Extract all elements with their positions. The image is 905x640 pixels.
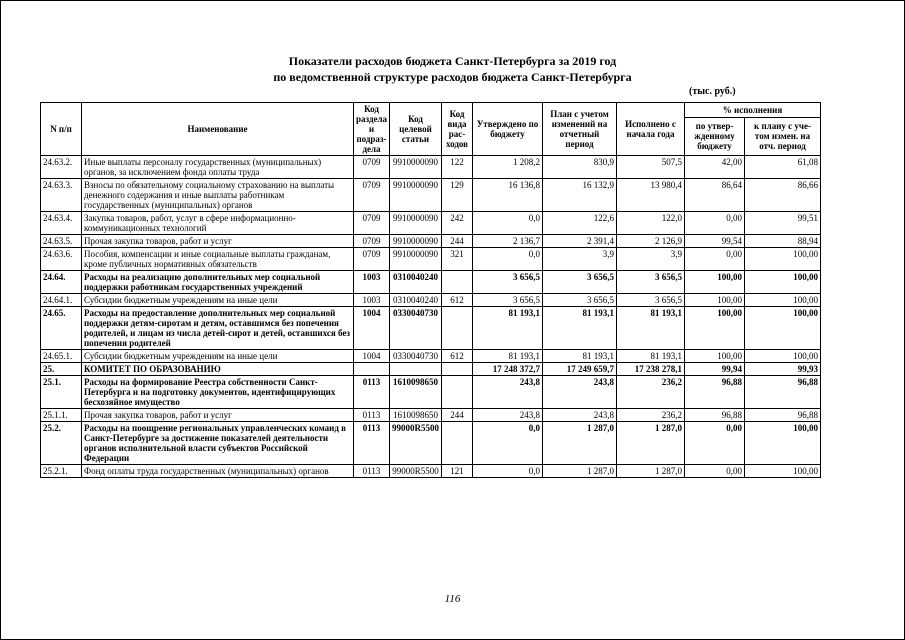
cell-utv: 0,0 <box>473 422 543 465</box>
cell-name: Расходы на поощрение региональных управленческих команд в Санкт-Петербурге за достижение показателей деятельности органов исполнительной власти субъектов Российской Федерации <box>82 422 354 465</box>
cell-vid: 122 <box>442 156 473 179</box>
cell-cel: 1610098650 <box>390 409 442 422</box>
header-name: Наименование <box>82 103 354 156</box>
cell-num: 24.64.1. <box>41 294 82 307</box>
cell-num: 24.63.4. <box>41 212 82 235</box>
cell-plan: 16 132,9 <box>543 179 617 212</box>
cell-utv: 81 193,1 <box>473 350 543 363</box>
cell-plan: 17 249 659,7 <box>543 363 617 376</box>
cell-pct-plan: 99,93 <box>745 363 821 376</box>
cell-pct-plan: 100,00 <box>745 465 821 478</box>
cell-pct-utv: 0,00 <box>685 465 745 478</box>
cell-isp: 81 193,1 <box>617 307 685 350</box>
cell-num: 24.65.1. <box>41 350 82 363</box>
cell-razdel: 1003 <box>354 271 390 294</box>
cell-cel: 99000R5500 <box>390 422 442 465</box>
cell-num: 25.2. <box>41 422 82 465</box>
cell-pct-utv: 100,00 <box>685 271 745 294</box>
header-vid: Код вида рас-ходов <box>442 103 473 156</box>
cell-utv: 243,8 <box>473 376 543 409</box>
cell-vid <box>442 363 473 376</box>
cell-pct-plan: 99,51 <box>745 212 821 235</box>
cell-isp: 507,5 <box>617 156 685 179</box>
cell-pct-plan: 96,88 <box>745 409 821 422</box>
cell-vid: 612 <box>442 350 473 363</box>
header-pct-plan: к плану с уче-том измен. на отч. период <box>745 117 821 155</box>
cell-pct-utv: 100,00 <box>685 294 745 307</box>
cell-name: Прочая закупка товаров, работ и услуг <box>82 409 354 422</box>
cell-num: 24.63.6. <box>41 248 82 271</box>
cell-razdel: 0113 <box>354 422 390 465</box>
cell-num: 25.1. <box>41 376 82 409</box>
cell-isp: 1 287,0 <box>617 422 685 465</box>
cell-name: Расходы на формирование Реестра собственности Санкт-Петербурга и на подготовку документов, идентифицирующих бесхозяйное имущество <box>82 376 354 409</box>
cell-name: Пособия, компенсации и иные социальные выплаты гражданам, кроме публичных нормативных обязательств <box>82 248 354 271</box>
cell-isp: 3 656,5 <box>617 271 685 294</box>
cell-isp: 3 656,5 <box>617 294 685 307</box>
cell-num: 24.63.3. <box>41 179 82 212</box>
cell-cel: 99000R5500 <box>390 465 442 478</box>
table-row <box>41 271 821 294</box>
cell-pct-plan: 100,00 <box>745 271 821 294</box>
cell-plan: 1 287,0 <box>543 422 617 465</box>
cell-pct-plan: 96,88 <box>745 376 821 409</box>
cell-razdel: 1003 <box>354 294 390 307</box>
cell-name: Фонд оплаты труда государственных (муниципальных) органов <box>82 465 354 478</box>
cell-cel <box>390 363 442 376</box>
cell-isp: 236,2 <box>617 409 685 422</box>
cell-utv: 2 136,7 <box>473 235 543 248</box>
cell-vid: 244 <box>442 409 473 422</box>
cell-name: Взносы по обязательному социальному страхованию на выплаты денежного содержания и иные выплаты работникам государственных (муниципальных) органов <box>82 179 354 212</box>
cell-pct-utv: 0,00 <box>685 248 745 271</box>
header-pct-utv: по утвер-жденному бюджету <box>685 117 745 155</box>
cell-vid <box>442 307 473 350</box>
header-utv: Утверждено по бюджету <box>473 103 543 156</box>
cell-cel: 1610098650 <box>390 376 442 409</box>
cell-plan: 243,8 <box>543 376 617 409</box>
cell-name: Закупка товаров, работ, услуг в сфере информационно-коммуникационных технологий <box>82 212 354 235</box>
cell-razdel: 0709 <box>354 156 390 179</box>
document-title-line-1: Показатели расходов бюджета Санкт-Петербурга за 2019 год <box>288 54 617 68</box>
units-label: (тыс. руб.) <box>689 86 736 97</box>
cell-utv: 3 656,5 <box>473 294 543 307</box>
cell-cel: 0310040240 <box>390 294 442 307</box>
cell-utv: 17 248 372,7 <box>473 363 543 376</box>
cell-plan: 3 656,5 <box>543 294 617 307</box>
cell-cel: 0330040730 <box>390 307 442 350</box>
table-row <box>41 363 821 376</box>
cell-vid: 612 <box>442 294 473 307</box>
cell-razdel: 0113 <box>354 409 390 422</box>
cell-num: 24.63.5. <box>41 235 82 248</box>
cell-utv: 0,0 <box>473 212 543 235</box>
header-pct-group: % исполнения <box>685 103 821 118</box>
table-row <box>41 235 821 248</box>
cell-vid: 129 <box>442 179 473 212</box>
cell-utv: 16 136,8 <box>473 179 543 212</box>
cell-isp: 13 980,4 <box>617 179 685 212</box>
cell-pct-utv: 86,64 <box>685 179 745 212</box>
cell-name: Прочая закупка товаров, работ и услуг <box>82 235 354 248</box>
table-header-row <box>41 103 821 118</box>
cell-pct-plan: 100,00 <box>745 350 821 363</box>
cell-pct-utv: 42,00 <box>685 156 745 179</box>
cell-isp: 17 238 278,1 <box>617 363 685 376</box>
cell-pct-utv: 0,00 <box>685 422 745 465</box>
cell-isp: 3,9 <box>617 248 685 271</box>
cell-name: Субсидии бюджетным учреждениям на иные цели <box>82 350 354 363</box>
cell-isp: 236,2 <box>617 376 685 409</box>
cell-utv: 243,8 <box>473 409 543 422</box>
cell-plan: 3,9 <box>543 248 617 271</box>
budget-table <box>40 102 821 478</box>
cell-utv: 3 656,5 <box>473 271 543 294</box>
cell-cel: 9910000090 <box>390 179 442 212</box>
header-razdel: Код раздела и подраз-дела <box>354 103 390 156</box>
cell-cel: 0330040730 <box>390 350 442 363</box>
table-row <box>41 422 821 465</box>
cell-num: 25.2.1. <box>41 465 82 478</box>
cell-pct-plan: 61,08 <box>745 156 821 179</box>
cell-pct-utv: 96,88 <box>685 376 745 409</box>
cell-plan: 243,8 <box>543 409 617 422</box>
cell-plan: 122,6 <box>543 212 617 235</box>
cell-plan: 1 287,0 <box>543 465 617 478</box>
cell-cel: 0310040240 <box>390 271 442 294</box>
cell-plan: 830,9 <box>543 156 617 179</box>
cell-name: Иные выплаты персоналу государственных (муниципальных) органов, за исключением фонда оплаты труда <box>82 156 354 179</box>
cell-pct-plan: 88,94 <box>745 235 821 248</box>
cell-name: Расходы на реализацию дополнительных мер социальной поддержки работникам государственных учреждений <box>82 271 354 294</box>
table-row <box>41 212 821 235</box>
cell-razdel: 0113 <box>354 465 390 478</box>
cell-vid: 244 <box>442 235 473 248</box>
cell-pct-plan: 86,66 <box>745 179 821 212</box>
table-row <box>41 156 821 179</box>
cell-utv: 81 193,1 <box>473 307 543 350</box>
cell-plan: 3 656,5 <box>543 271 617 294</box>
cell-razdel <box>354 363 390 376</box>
cell-plan: 2 391,4 <box>543 235 617 248</box>
cell-num: 24.64. <box>41 271 82 294</box>
table-row <box>41 409 821 422</box>
cell-pct-plan: 100,00 <box>745 307 821 350</box>
cell-vid <box>442 422 473 465</box>
cell-num: 24.63.2. <box>41 156 82 179</box>
table-row <box>41 179 821 212</box>
cell-vid: 321 <box>442 248 473 271</box>
table-row <box>41 376 821 409</box>
header-cel: Код целевой статьи <box>390 103 442 156</box>
table-row <box>41 307 821 350</box>
table-row <box>41 465 821 478</box>
cell-num: 24.65. <box>41 307 82 350</box>
table-row <box>41 294 821 307</box>
cell-cel: 9910000090 <box>390 156 442 179</box>
cell-num: 25. <box>41 363 82 376</box>
cell-name: Расходы на предоставление дополнительных мер социальной поддержки детям-сиротам и детям, оставшимся без попечения родителей, и лицам из числа детей-сирот и детей, оставшихся без попечения родителей <box>82 307 354 350</box>
cell-utv: 0,0 <box>473 248 543 271</box>
page-number: 116 <box>444 593 461 605</box>
cell-isp: 2 126,9 <box>617 235 685 248</box>
cell-pct-utv: 100,00 <box>685 307 745 350</box>
cell-razdel: 0709 <box>354 235 390 248</box>
cell-isp: 122,0 <box>617 212 685 235</box>
cell-vid: 121 <box>442 465 473 478</box>
cell-pct-utv: 99,54 <box>685 235 745 248</box>
cell-vid <box>442 376 473 409</box>
cell-utv: 0,0 <box>473 465 543 478</box>
cell-num: 25.1.1. <box>41 409 82 422</box>
cell-plan: 81 193,1 <box>543 307 617 350</box>
cell-pct-plan: 100,00 <box>745 422 821 465</box>
document-title-line-2: по ведомственной структуре расходов бюджета Санкт-Петербурга <box>273 70 632 84</box>
cell-pct-plan: 100,00 <box>745 294 821 307</box>
cell-pct-utv: 100,00 <box>685 350 745 363</box>
cell-vid: 242 <box>442 212 473 235</box>
cell-pct-utv: 99,94 <box>685 363 745 376</box>
table-row <box>41 350 821 363</box>
cell-razdel: 0709 <box>354 212 390 235</box>
header-num: N п/п <box>41 103 82 156</box>
cell-isp: 1 287,0 <box>617 465 685 478</box>
cell-vid <box>442 271 473 294</box>
cell-razdel: 1004 <box>354 350 390 363</box>
cell-pct-utv: 96,88 <box>685 409 745 422</box>
cell-isp: 81 193,1 <box>617 350 685 363</box>
cell-pct-utv: 0,00 <box>685 212 745 235</box>
table-body <box>41 156 821 478</box>
table-row <box>41 248 821 271</box>
cell-razdel: 0709 <box>354 248 390 271</box>
cell-cel: 9910000090 <box>390 235 442 248</box>
cell-cel: 9910000090 <box>390 212 442 235</box>
cell-razdel: 1004 <box>354 307 390 350</box>
cell-name: Субсидии бюджетным учреждениям на иные цели <box>82 294 354 307</box>
cell-cel: 9910000090 <box>390 248 442 271</box>
cell-name: КОМИТЕТ ПО ОБРАЗОВАНИЮ <box>82 363 354 376</box>
header-plan: План с учетом изменений на отчетный период <box>543 103 617 156</box>
cell-razdel: 0113 <box>354 376 390 409</box>
cell-utv: 1 208,2 <box>473 156 543 179</box>
cell-pct-plan: 100,00 <box>745 248 821 271</box>
header-isp: Исполнено с начала года <box>617 103 685 156</box>
cell-razdel: 0709 <box>354 179 390 212</box>
cell-plan: 81 193,1 <box>543 350 617 363</box>
